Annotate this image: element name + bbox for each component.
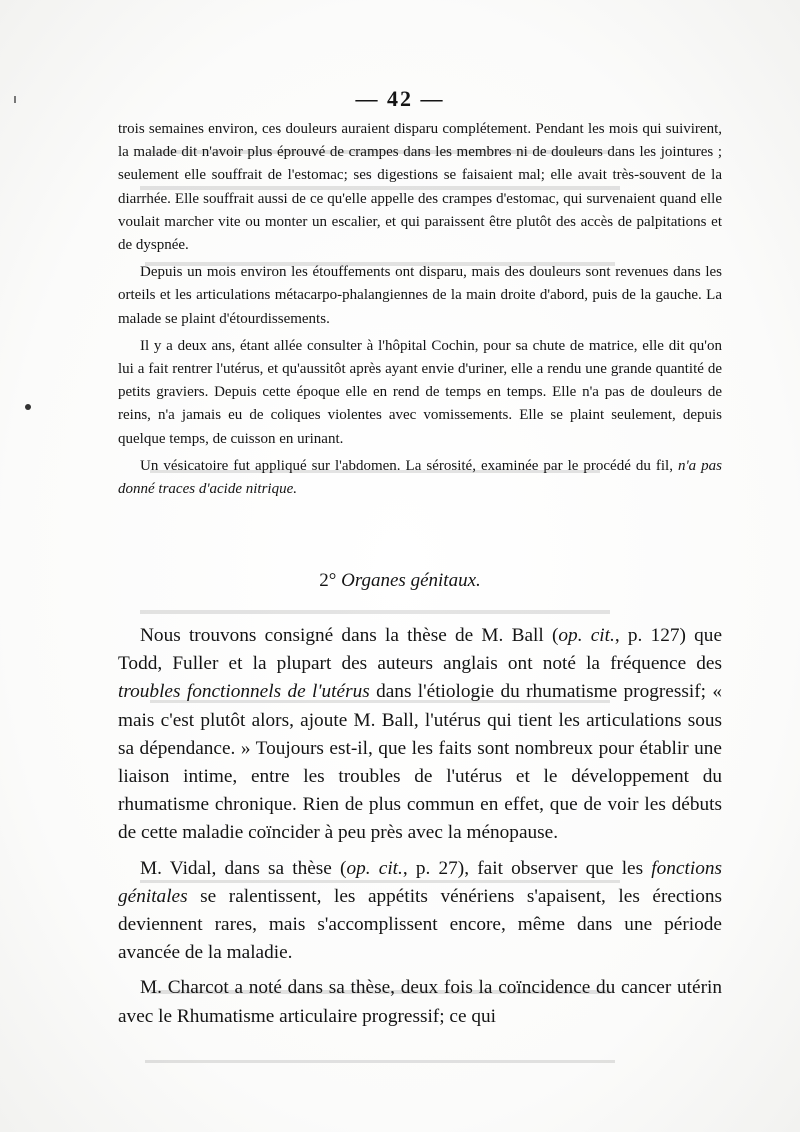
body-paragraph-3: M. Charcot a noté dans sa thèse, deux fois la coïncidence du cancer utérin avec le Rhumatisme articulaire progressif; ce qui (118, 977, 722, 1027)
section-body (118, 622, 722, 1031)
body-p2-italic: fonctions génitales (118, 857, 722, 907)
paragraph-3: Il y a deux ans, étant allée consulter à l'hôpital Cochin, pour sa chute de matrice, elle dit qu'on lui a fait rentrer l'utérus, et qu'aussitôt après ayant envie d'uriner, elle a rendu une grande quantité de petits graviers. Depuis cette époque elle en rend de temps en temps. Elle n'a pas de douleurs de reins, n'a jamais eu de coliques violentes avec vomissements. Elle se plaint seulement, depuis quelque temps, de cuisson en urinant. (118, 337, 722, 447)
body-p2-text-c: se ralentissent, les appétits vénériens s'apaisent, les érections deviennent rares, mais s'accomplissent encore, même dans une période avancée de la maladie. (118, 885, 722, 964)
body-p2-citation: op. cit. (346, 857, 403, 879)
page-number: — 42 — (355, 86, 445, 111)
section-title: Organes génitaux. (341, 570, 481, 591)
body-p1-text-c: dans l'étiologie du rhumatisme progressif; « mais c'est plutôt alors, ajoute M. Ball, l'utérus qui tient les articulations sous sa dépendance. » Toujours est-il, que les faits sont nombreux pour établir une liaison intime, entre les troubles de l'utérus et le développement du rhumatisme chronique. Rien de plus commun en effet, que de voir les débuts de cette maladie coïncider à peu près avec la ménopause. (118, 681, 722, 844)
paragraph-4-text: Un vésicatoire fut appliqué sur l'abdomen. La sérosité, examinée par le procédé du fil, (140, 457, 678, 474)
section-number: 2° (319, 570, 337, 591)
body-p1-text-a: Nous trouvons consigné dans la thèse de M. Ball ( (140, 625, 559, 646)
observation-text (118, 118, 722, 501)
body-p2-text-a: M. Vidal, dans sa thèse ( (140, 857, 347, 879)
body-p1-text-b: , p. 127) que Todd, Fuller et la plupart des auteurs anglais ont noté la fréquence des (118, 625, 722, 675)
paragraph-4-italic: n'a pas donné traces d'acide nitrique. (118, 457, 722, 498)
body-p1-citation: op. cit. (558, 625, 615, 646)
margin-dot (25, 404, 31, 410)
paragraph-2: Depuis un mois environ les étouffements ont disparu, mais des douleurs sont revenues dans les orteils et les articulations métacarpo-phalangiennes de la main droite d'abord, puis de la gauche. La malade se plaint d'étourdissements. (118, 264, 722, 327)
body-paragraph-2 (118, 855, 722, 968)
body-paragraph-1 (118, 622, 722, 848)
body-p1-italic: troubles fonctionnels de l'utérus (118, 681, 370, 703)
body-p2-text-b: , p. 27), fait observer que les (402, 857, 652, 879)
paragraph-1: trois semaines environ, ces douleurs auraient disparu complétement. Pendant les mois qui suivirent, la malade dit n'avoir plus éprouvé de crampes dans les membres ni de douleurs dans les jointures ; seulement elle souffrait de l'estomac; ses digestions se faisaient mal; elle avait très-souvent de la diarrhée. Elle souffrait aussi de ce qu'elle appelle des crampes d'estomac, qui survenaient quand elle voulait marcher vite ou monter un escalier, et qui paraissent être plutôt des accès de palpitations et de dyspnée. (118, 121, 722, 254)
paragraph-4 (118, 455, 722, 501)
section-heading (0, 570, 800, 592)
